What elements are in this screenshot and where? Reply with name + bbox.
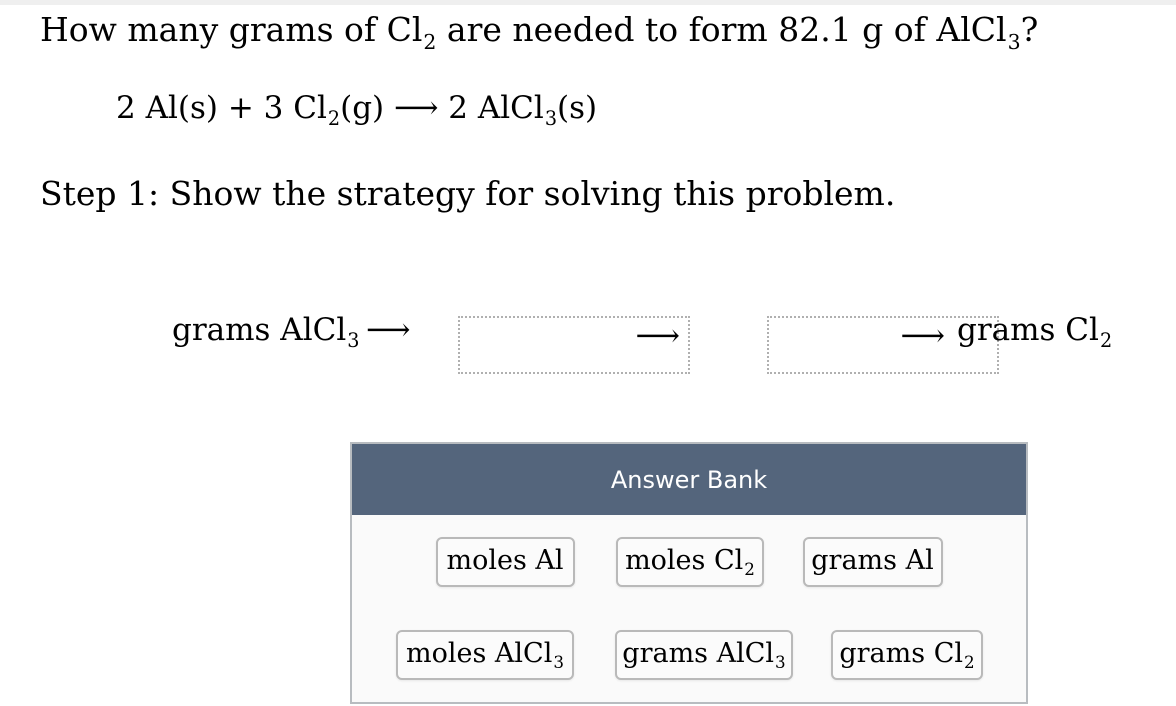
pathway-arrow-2: ⟶ [635,318,680,354]
pathway-arrow-3: ⟶ [900,318,945,354]
top-divider [0,0,1176,5]
pathway-end-label: grams $Cl_2$ [957,312,1113,353]
pathway-start-label: grams AlCl$_3$ [172,312,360,353]
chip-moles-cl2[interactable]: moles $Cl_2$ [616,537,764,587]
step-instruction: Step 1: Show the strategy for solving this problem. [40,174,896,213]
chip-moles-alcl3[interactable]: moles AlCl$_3$ [396,630,574,680]
question-text: How many grams of $Cl_2$ are needed to form 82.1 g of AlCl$_3$? [40,10,1039,54]
answer-bank [350,442,1028,704]
dropzone-1[interactable] [458,316,690,374]
reaction-arrow: ⟶ [393,90,439,126]
answer-bank-title: Answer Bank [352,444,1026,515]
chip-grams-cl2[interactable]: grams $Cl_2$ [831,630,983,680]
chip-grams-alcl3[interactable]: grams AlCl$_3$ [615,630,793,680]
pathway-arrow-1: ⟶ [366,312,411,348]
chemical-equation: 2 Al(s) + 3 $Cl_2(g)$ ⟶ 2 AlCl$_3$(s) [116,90,598,131]
strategy-pathway [0,300,1176,400]
chip-grams-al[interactable]: grams Al [803,537,943,587]
chip-moles-al[interactable]: moles Al [436,537,575,587]
